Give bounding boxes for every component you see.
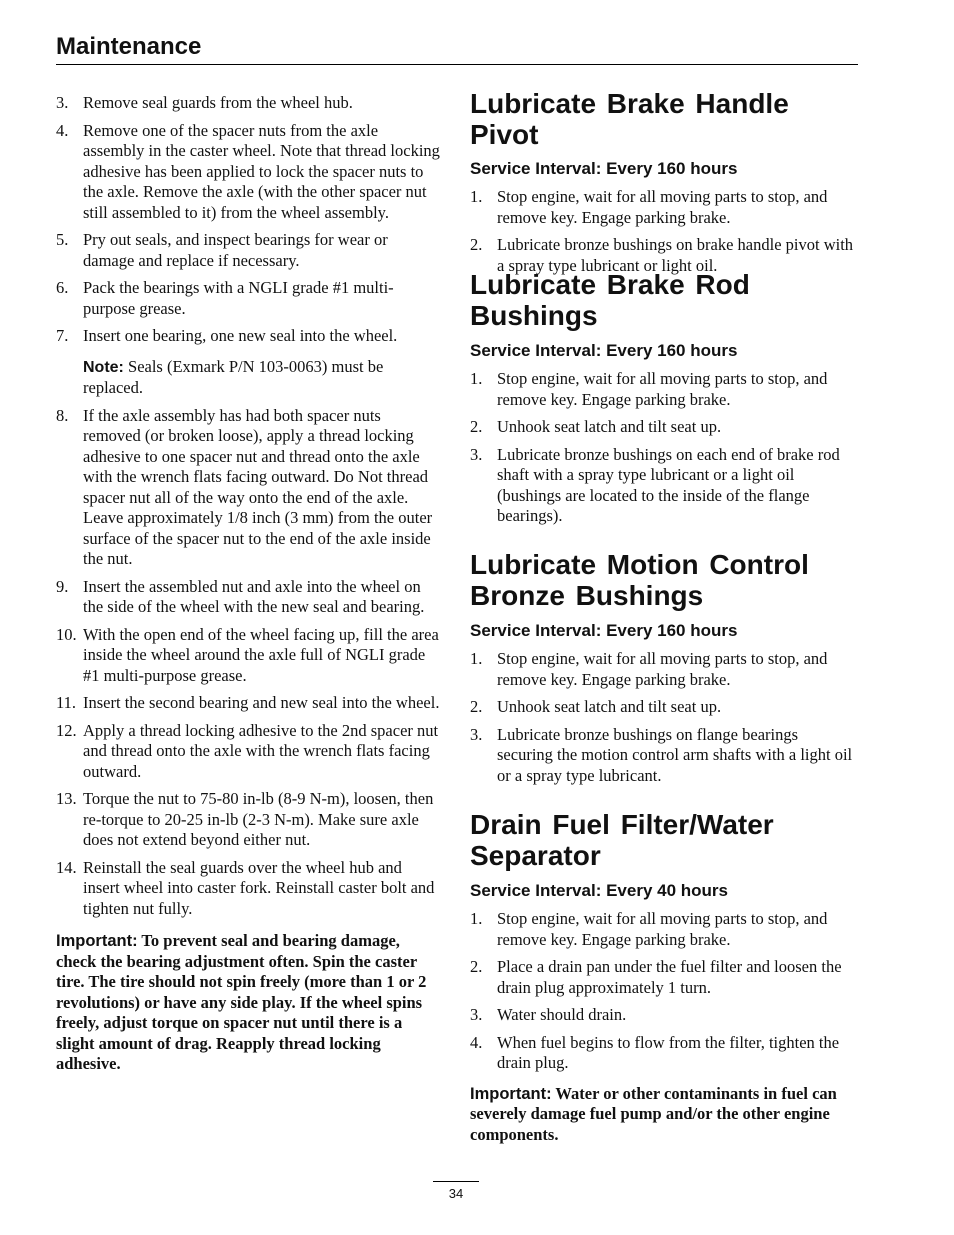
step-number: 3. [470,1005,483,1024]
step-number: 5. [56,230,69,249]
step-number: 3. [470,724,483,744]
step-text: When fuel begins to flow from the filter, tighten the drain plug. [497,1032,840,1072]
section-motion-control-bushings [470,549,858,793]
step-text: Insert the assembled nut and axle into the wheel on the side of the wheel with the new seal and bearing. [83,576,425,616]
step-text: Stop engine, wait for all moving parts to stop, and remove key. Engage parking brake. [497,369,828,409]
step-text: Water should drain. [497,1005,627,1024]
step-text: Unhook seat latch and tilt seat up. [497,417,722,436]
step-number: 1. [470,909,483,928]
step-number: 10. [56,624,77,644]
step-number: 3. [470,444,483,464]
step-text: Remove one of the spacer nuts from the axle assembly in the caster wheel. Note that thread locking adhesive has been applied to lock the spacer nuts to the axle. Remove the axle (with the other spacer nut still assembled to it) from the wheel assembly. [83,120,440,222]
step-text: Place a drain pan under the fuel filter and loosen the drain plug approximately 1 turn. [497,957,842,997]
list-item [56,93,442,114]
note-label: Note: [83,358,124,376]
step-text: Reinstall the seal guards over the wheel hub and insert wheel into caster fork. Reinstall caster bolt and tighten nut fully. [83,857,435,918]
service-interval: Service Interval: Every 40 hours [470,881,728,900]
procedure-list-part1 [56,93,442,347]
list-item [470,697,858,718]
step-number: 13. [56,789,77,808]
step-number: 7. [56,326,69,345]
section-title: Drain Fuel Filter/Water Separator [470,809,774,871]
list-item [470,909,858,950]
list-item [470,445,858,527]
step-number: 2. [470,957,483,976]
left-column [56,93,442,1075]
procedure-list-part2 [56,406,442,920]
list-item [56,577,442,618]
step-number: 9. [56,576,69,596]
procedure-list [470,187,858,276]
service-interval: Service Interval: Every 160 hours [470,621,738,640]
list-item [470,957,858,998]
step-text: Pry out seals, and inspect bearings for wear or damage and replace if necessary. [83,230,388,270]
important-text: To prevent seal and bearing damage, check the bearing adjustment often. Spin the caster tire. The tire should not spin freely (more than 1 or 2 revolutions) or have any side play. If the wheel spins freely, adjust torque on spacer nut until there is a slight amount of drag. Reapply thread locking adhesive. [56,931,427,1073]
step-number: 1. [470,649,483,668]
service-interval: Service Interval: Every 160 hours [470,341,738,360]
list-item [56,230,442,271]
important-label: Important: [470,1084,552,1103]
step-text: Lubricate bronze bushings on each end of brake rod shaft with a spray type lubricant or a light oil (bushings are located to the inside of the flange bearings). [497,444,840,525]
section-title: Lubricate Brake Rod Bushings [470,269,750,331]
step-number: 3. [56,93,69,112]
list-item [56,858,442,920]
step-text: With the open end of the wheel facing up, fill the area inside the wheel around the axle full of NGLI grade #1 multi-purpose grease. [83,624,439,685]
list-item [56,406,442,570]
page-header-title: Maintenance [56,33,202,60]
step-text: Unhook seat latch and tilt seat up. [497,697,722,716]
step-number: 4. [470,1032,483,1052]
important-text: Water or other contaminants in fuel can severely damage fuel pump and/or the other engine components. [470,1083,837,1144]
step-number: 1. [470,369,483,388]
step-number: 14. [56,857,77,877]
important-label: Important: [56,932,138,950]
footer-rule [433,1181,479,1182]
section-title: Lubricate Brake Handle Pivot [470,88,789,150]
list-item [470,369,858,410]
step-text: Torque the nut to 75-80 in-lb (8-9 N-m), loosen, then re-torque to 20-25 in-lb (2-3 N-m). Make sure axle does not extend beyond either nut. [83,789,434,849]
section-brake-handle-pivot [470,88,858,283]
right-column [470,0,858,1235]
step-text: Stop engine, wait for all moving parts to stop, and remove key. Engage parking brake. [497,187,828,227]
step-text: Insert the second bearing and new seal into the wheel. [83,693,440,712]
step-text: Stop engine, wait for all moving parts to stop, and remove key. Engage parking brake. [497,909,828,949]
note [56,357,442,399]
list-item [470,1033,858,1074]
section-brake-rod-bushings [470,269,858,534]
step-number: 12. [56,720,77,740]
step-text: Remove seal guards from the wheel hub. [83,93,353,112]
note-text: Seals (Exmark P/N 103-0063) must be replaced. [83,356,384,397]
procedure-list [470,909,858,1074]
procedure-list [470,369,858,527]
page-number: 34 [448,1186,464,1201]
step-number: 2. [470,235,483,254]
list-item [56,693,442,714]
step-number: 2. [470,697,483,716]
list-item [470,417,858,438]
important-notice [470,1084,858,1146]
step-number: 6. [56,278,69,297]
service-interval: Service Interval: Every 160 hours [470,159,738,178]
section-title: Lubricate Motion Control Bronze Bushings [470,549,809,611]
list-item [470,1005,858,1026]
list-item [56,326,442,347]
list-item [56,625,442,687]
section-drain-fuel-filter [470,809,858,1145]
list-item [470,187,858,228]
step-number: 2. [470,417,483,436]
step-text: Lubricate bronze bushings on flange bearings securing the motion control arm shafts with a light oil or a spray type lubricant. [497,724,853,785]
list-item [56,721,442,783]
list-item [470,725,858,787]
step-number: 8. [56,405,69,425]
step-number: 4. [56,120,69,140]
step-number: 1. [470,187,483,206]
step-text: Apply a thread locking adhesive to the 2nd spacer nut and thread onto the axle with the wrench flats facing outward. [83,720,439,781]
list-item [56,789,442,851]
step-text: Stop engine, wait for all moving parts to stop, and remove key. Engage parking brake. [497,649,828,689]
step-text: Lubricate bronze bushings on brake handle pivot with a spray type lubricant or light oil. [497,235,854,275]
important-notice [56,931,442,1075]
step-text: Insert one bearing, one new seal into the wheel. [83,326,398,345]
step-text: If the axle assembly has had both spacer nuts removed (or broken loose), apply a thread locking adhesive to one spacer nut and thread onto the axle with the wrench flats facing outward. Do Not thread spacer nut all of the way onto the end of the axle. Leave approximately 1/8 inch (3 mm) from the outer surface of the spacer nut to the end of the axle inside the nut. [83,405,433,568]
list-item [56,121,442,224]
list-item [56,278,442,319]
procedure-list [470,649,858,786]
list-item [470,649,858,690]
step-text: Pack the bearings with a NGLI grade #1 multi-purpose grease. [83,278,394,318]
step-number: 11. [56,693,77,712]
